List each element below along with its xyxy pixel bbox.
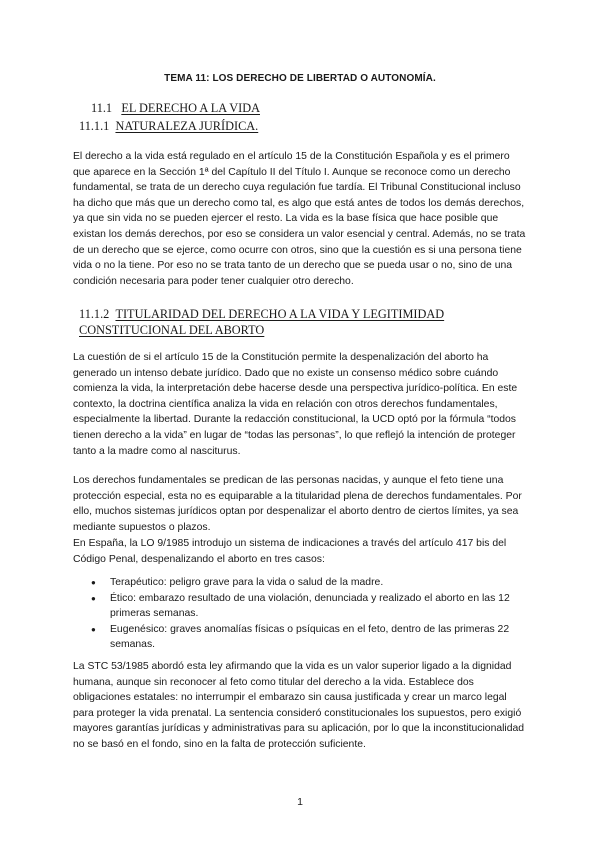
section-number: 11.1	[91, 101, 113, 115]
subsection-heading-2-continued	[79, 323, 264, 338]
paragraph-3: Los derechos fundamentales se predican de las personas nacidas, y aunque el feto tiene una protección especial, esta no es equiparable a la titularidad plena de derechos fundamentales. Por ello, muchos sistemas jurídicos optan por despenalizar el aborto dentro de ciertos límites, ya sea mediante supuestos o plazos.	[73, 475, 522, 533]
subsection-2-title-line2: CONSTITUCIONAL DEL ABORTO	[79, 323, 265, 337]
subsection-2-title-line1: TITULARIDAD DEL DERECHO A LA VIDA Y LEGITIMIDAD	[115, 307, 445, 321]
list-item: ● Eugenésico: graves anomalías físicas o psíquicas en el feto, dentro de las primeras 22 semanas.	[91, 622, 531, 653]
paragraph-4: En España, la LO 9/1985 introdujo un sistema de indicaciones a través del artículo 417 bis del Código Penal, despenalizando el aborto en tres casos:	[73, 538, 507, 565]
section-title: EL DERECHO A LA VIDA	[121, 101, 260, 115]
page-number: 1	[297, 796, 303, 808]
paragraph-5: La STC 53/1985 abordó esta ley afirmando que la vida es un valor superior ligado a la dignidad humana, aunque sin reconocer al feto como titular del derecho a la vida. Establece dos obligaciones estatales: no interrumpir el embarazo sin causa justificada y crear un marco legal para proteger la vida prenatal. La sentencia consideró constitucionales los supuestos, pero exigió mayores garantías jurídicas y administrativas para su aplicación, por lo que la inconstitucionalidad no se basó en el fondo, sino en la falta de protección suficiente.	[73, 661, 525, 750]
abortion-cases-list	[91, 575, 531, 653]
subsection-1-number: 11.1.1	[79, 119, 110, 133]
list-item: ● Terapéutico: peligro grave para la vida o salud de la madre.	[91, 575, 531, 591]
subsection-1-title: NATURALEZA JURÍDICA.	[115, 119, 259, 133]
document-title: TEMA 11: LOS DERECHO DE LIBERTAD O AUTONOMÍA.	[164, 73, 436, 84]
subsection-heading-2	[79, 307, 444, 322]
subsection-2-number: 11.1.2	[79, 307, 110, 321]
subsection-heading-1	[79, 119, 258, 134]
list-item: ● Ético: embarazo resultado de una violación, denunciada y realizado el aborto en las 12 primeras semanas.	[91, 591, 531, 622]
paragraph-2: La cuestión de si el artículo 15 de la Constitución permite la despenalización del aborto ha generado un intenso debate jurídico. Dado que no existe un consenso médico sobre cuándo comienza la vida, la interpretación debe hacerse desde una perspectiva jurídico-política. En este contexto, la doctrina científica analiza la vida en relación con otros derechos fundamentales, especialmente la libertad. Durante la redacción constitucional, la UCD optó por la fórmula “todos tienen derecho a la vida” en lugar de “todas las personas”, lo que reflejó la intención de proteger tanto a la madre como al nasciturus.	[73, 352, 518, 457]
paragraph-1: El derecho a la vida está regulado en el artículo 15 de la Constitución Española y es el primero que aparece en la Sección 1ª del Capítulo II del Título I. Aunque se reconoce como un derecho fundamental, se trata de un derecho cuya regulación fue tardía. El Tribunal Constitucional incluso ha dicho que más que un derecho como tal, es algo que está antes de todos los demás derechos, ya que sin vida no se pueden ejercer el resto. La vida es la base física que hace posible que existan los demás derechos, por eso se considera un valor esencial y central. Además, no se trata de un derecho que se ejerce, como ocurre con otros, sino que la cuestión es si una persona tiene vida o no la tiene. Por eso no se trata tanto de un derecho que se pueda usar o no, sino de una condición necesaria para poder tener cualquier otro derecho.	[73, 151, 526, 287]
section-heading	[91, 101, 260, 116]
